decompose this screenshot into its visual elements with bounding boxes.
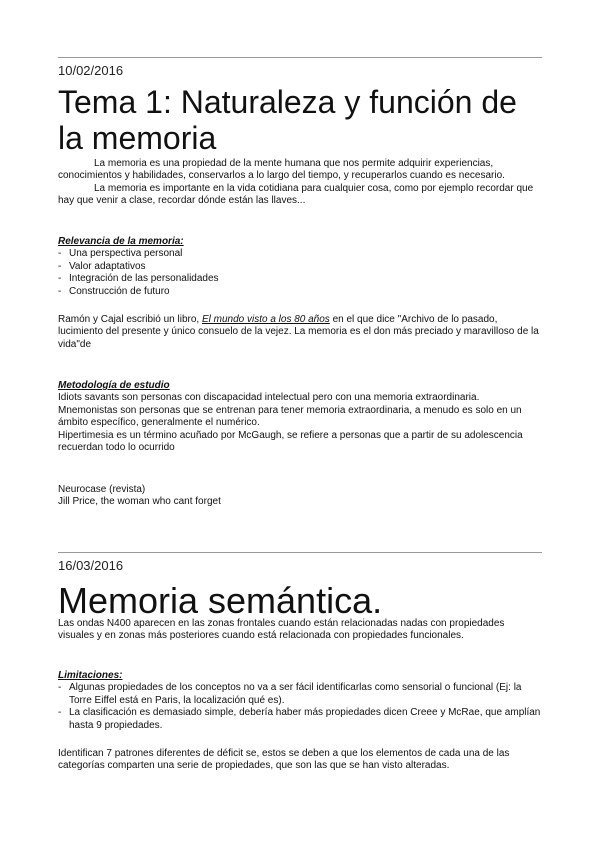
relevance-section [58, 236, 542, 298]
method-section [58, 380, 542, 454]
list-item-text: Construcción de futuro [69, 285, 170, 297]
section-title: Memoria semántica. [58, 580, 383, 621]
references [58, 484, 542, 509]
reference-line: Jill Price, the woman who cant forget [58, 496, 221, 508]
cajal-text [58, 314, 542, 351]
dash-bullet: - [58, 273, 62, 285]
list-item [58, 682, 542, 707]
list-item [58, 273, 542, 285]
closing-text: Identifican 7 patrones diferentes de déficit se, estos se deben a que los elementos de cada una de las categorías comparten una serie de propiedades, que son las que se han visto alteradas. [58, 748, 510, 772]
intro-paragraph: La memoria es una propiedad de la mente humana que nos permite adquirir experiencias, conocimientos y habilidades, conservarlos a lo largo del tiempo, y recuperarlos cuando es necesario. [58, 158, 505, 182]
cajal-before: Ramón y Cajal escribió un libro, [58, 314, 202, 325]
cajal-paragraph [58, 314, 542, 351]
reference-line: Neurocase (revista) [58, 484, 146, 495]
intro-paragraph: Las ondas N400 aparecen en las zonas frontales cuando están relacionadas nadas con propiedades visuales y en zonas más posteriores cuando está relacionada con propiedades funcionales. [58, 618, 505, 642]
method-heading: Metodología de estudio [58, 380, 170, 391]
dash-bullet: - [58, 260, 62, 272]
list-item-text: Algunas propiedades de los conceptos no va a ser fácil identificarlas como sensorial o funcional (Ej: la Torre Eiffel está en Paris, la localización qué es). [69, 682, 522, 706]
dash-bullet: - [58, 285, 62, 297]
list-item-text: Una perspectiva personal [69, 248, 183, 260]
list-item [58, 248, 542, 260]
list-item-text: La clasificación es demasiado simple, debería haber más propiedades dicen Creee y McRae, que amplían hasta 9 propiedades. [69, 707, 541, 731]
semantic-intro [58, 618, 542, 643]
list-item [58, 261, 542, 273]
dash-bullet: - [58, 682, 62, 694]
limits-list [58, 682, 542, 732]
relevance-heading: Relevancia de la memoria: [58, 236, 184, 247]
intro-paragraphs [58, 158, 542, 208]
limits-section [58, 670, 542, 732]
list-item [58, 286, 542, 298]
list-item-text: Valor adaptativos [69, 260, 146, 272]
section-date: 16/03/2016 [58, 558, 124, 573]
section-divider [58, 552, 542, 553]
method-line: Idiots savants son personas con discapacidad intelectual pero con una memoria extraordinaria. [58, 392, 480, 404]
closing-paragraph [58, 748, 542, 773]
intro-paragraph: La memoria es importante en la vida cotidiana para cualquier cosa, como por ejemplo recordar que hay que venir a clase, recordar dónde están las llaves... [58, 182, 534, 207]
cajal-after: en el que dice "Archivo de lo pasado, lucimiento del presente y único consuelo de la vejez. La memoria es el don más preciado y maravilloso de la vida"de [58, 314, 539, 350]
relevance-list [58, 248, 542, 298]
method-line: Hipertimesia es un término acuñado por McGaugh, se refiere a personas que a partir de su adolescencia recuerdan todo lo ocurrido [58, 429, 523, 454]
book-title: El mundo visto a los 80 años [201, 314, 330, 325]
section-divider [58, 57, 542, 58]
section-title: Tema 1: Naturaleza y función de la memoria [58, 84, 517, 156]
dash-bullet: - [58, 248, 62, 260]
list-item-text: Integración de las personalidades [69, 273, 219, 285]
list-item [58, 707, 542, 732]
limits-heading: Limitaciones: [58, 670, 123, 681]
method-line: Mnemonistas son personas que se entrenan para tener memoria extraordinaria, a menudo es solo en un ámbito específico, generalmente el numérico. [58, 404, 522, 429]
section-date: 10/02/2016 [58, 63, 124, 78]
dash-bullet: - [58, 707, 62, 719]
